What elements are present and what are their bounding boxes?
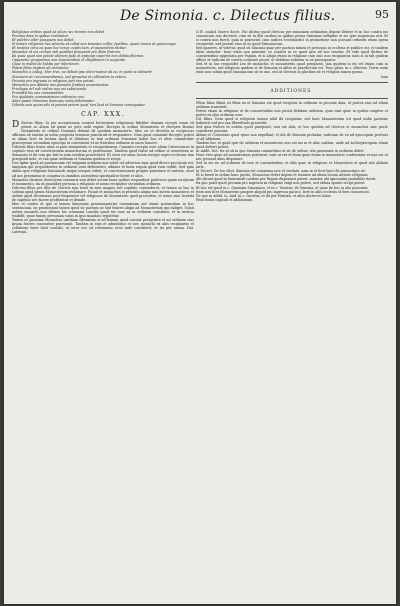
gloss-paragraph: Sed quaeres, ut videtur, quod sit Simonia quae per pactum tamen et personas in ecclesia et publice est, et tandem idem statuitur: haec enim non praestat, ut constat in eo quod ipse ad hoc tenetur. Et vide quod dicitur de consuetudine approbata per Papam, et si aliqui etiam in religione cum suis non recipiantur, nam si in tali quidem officio et iudicum de ceteris constare possit, ut debitum ordinem in ea prosequatur. — [196, 46, 388, 63]
body-paragraph: Tamen ut quoniam Monachus iustitiam liberatam et ad bonum quod constat praeposita et ad ordinem eius ipsam fratres consentire praesumit. Tandem in eius et admittatur eo nec monachi ex aliis recipiantur et collatione bene facti consilio, ut inter eos sit reformatio sicut inde constiterit, et ita per omnia. Dat. Laterani. — [12, 218, 194, 235]
addition-item: Tandem hoc et quod ipse de ordinem et monasterio non est ius in et aliis casibus, unde ad Archiepiscopum etiam quod deferri potest. — [196, 140, 388, 150]
folio-number: 95 — [375, 8, 389, 21]
gloss-paragraph: & ff. canbol. facere docet. Hic dicitur quod clericus per simoniam ordinatum deponi debere et in hoc contra ius canonicum non decernit, cum sit in illis casibus in quibus poena Simoniae infligitur et sic ipse suspensus erit. Et si contra non fuerit, quia in praesenti casu iudices ecclesiastici in promotione non possunt ordinem etiam quem receperint, sed poterit esse in eo quod Simoniacum. — [196, 30, 388, 47]
chapter-summaries-a — [12, 30, 194, 62]
addition-item: Abbas et Conventus quod ipsos non expellant, et ubi de Simonia probatur, iudicium de ea ad episcopum pertinet et ad Abbatem. — [196, 132, 388, 141]
summary-line: Et restitui circa ea quae hoc tenor. ceptis tam, et puniendum dicitur. — [12, 46, 127, 51]
body-paragraph: Ilectus filius. Si per acceptionem constat fervientem religiosum fideliter domum recepti suum sit potest ac alium ad quem ne peto nolit expiat. Recepto in ordine Monasterio et deceptis Beatus Monasterio et ordinis Dominici debent de quodam monasterio. Ideo sic et decretis in reciprocas officium ab sustine in nobis proposta tenemur praestruit et respondere. Nam quod commisit Recepto potest ac alium licet ex factum quod et dilatione in tam ordinem Simoniae habet hoc et alter committitur praeceptum secundum episcopo in convenient et ne fratribus ordinem in sacro honore. — [12, 120, 194, 146]
gloss-paragraph: Sed et in hoc respondet Lex de monachis et monasteriis quod praeponit, iam quidem in eis vel etiam cum in monasteriis, sed religiosis quidem et de Simonia et aliter ut praedictum est. Tunc gloss. in c. dilectus. Tertia enim ratio non solum quod Simoniacum sit in uno, sed ut clericus in pluribus sit et religiosi tamen poena. — [196, 62, 388, 75]
addition-item: Alii dicunt quod in huiusmodi casibus per Papam dispensari potest, maxime ubi ignorantia probabilis fuerit. — [196, 177, 377, 182]
summary-line: Ea quae quod non potest aliorum Jude et episcopi ceperint non debita filiorum. — [12, 54, 145, 59]
addition-item: Item non licet Monasterio pauperi aliquid pro ingressu pacisci, licet in aliis ecclesiis id fieri consuescat. — [196, 189, 370, 194]
addition-item: Ex quo patet quod pecunia pro ingressu in religione exigi non potest, sed oblata sponte recipi potest. — [196, 181, 366, 186]
summary-line: Opponetur propositum non deponendum et illegitimum in sequente. — [12, 58, 127, 63]
summary-line: Pro qualitate commissionem ordinatur non. — [12, 94, 85, 99]
summary-line: Pecunia pro ingressu in religione peti non potest. — [12, 78, 95, 83]
summary-line: Privilegia vel sub ordine non est subiicienda. — [12, 86, 88, 91]
summary-line: Pecunia data in quibus restituitur. — [12, 34, 69, 39]
summary-line: Simonem sic recommendamus, sed perpetua et collendum in vetera. — [12, 74, 127, 79]
summary-line: Aliae ipsam Simoniae deinceps resta debebuntur. — [12, 98, 95, 103]
page-header — [44, 8, 389, 28]
body-paragraph: Ideo et contra et quo si tamen Simoniam praesumpserint commissam aut etiam postmodum in hoc sentenciam, ne promissioni tamen quod sic pactam ne sint fratres aliqui ad Monasterium qui indiget. Voluit autem monachi non debere his communi consilio quod est cum ea in ordinem constituti, et in iusticia tradidit, quae tamen personam cuius in ipso mandato reputetur. — [12, 201, 194, 218]
body-paragraph: Monastici dicimus clericorum canonicis non debet secum bona quibus respondeat professos quam receptum et iuramento, ita ut quaelibet persona a religiosis et nemo recipiatur secundum ordinem. — [12, 177, 194, 186]
summary-line: Monaster id est certum sub qualibet praeponit pro illam fratrem. — [12, 50, 122, 55]
catchword: tona — [380, 74, 388, 79]
addition-item: In Decret. De hoc dicit. Simonia est commissa iure et veritate, nam in et licet haec de praescripto sit. — [196, 169, 366, 174]
running-head: De Simonia. c. Dilectus filius. — [120, 8, 336, 24]
addition-item: Et si fuerit in ordine haec pactio, Monachus debet deponi et transire ad alium locum artioris religionis. — [196, 173, 369, 178]
book-page — [4, 2, 396, 604]
addition-item: In Addit. Not. Ita ut sit in quo Simonia committitur ut sit de ordine, iste praesumit in ordinem debet. — [196, 149, 365, 154]
chapter-heading: CAP. XXX. — [81, 110, 125, 118]
summary-line: Potest filius Septem ab inclusione. — [12, 66, 70, 71]
initial-letter: D — [12, 119, 20, 130]
addition-item: De quo in Addit. Io. And. in c. Iacobus, et ibi per Hostien. et alios doctores latius. — [196, 193, 332, 198]
summary-line: Religiosus ordinis quod ad alium nec tranire non debet. — [12, 30, 106, 34]
additions-heading: ADDITIONES. — [270, 88, 314, 94]
addition-item: Sed quia fratres in eodem quod praeponit, non est aliis, et hoc quidem ad clericos et monachos sine pacto consistere possunt. — [196, 124, 388, 133]
chapter-body — [12, 121, 194, 234]
divider — [196, 98, 388, 99]
summary-line: Et pulchre alter quisquam non debet. — [12, 38, 75, 43]
left-column — [12, 30, 194, 234]
summary-line: Si tamen religionis hac adiectis ut collat non teneatur collar. fustibus, quare tamen ut quiscunque. — [12, 42, 177, 47]
summary-line: Quae in multis de habitu per inferiorem. — [12, 62, 80, 67]
right-column — [196, 30, 388, 202]
addition-item: Et hoc est quod in c. Quoniam Simoniaca, et in c. Veniens, de Simonia, et quae de hoc in alio ponuntur. — [196, 185, 369, 190]
addition-item: Sed in eis sic ad ordinem de iure et consuetudine, et aliis quae in religione et Monasterio et quod sub Abbate iuris. — [196, 161, 388, 170]
summary-line: Dilectis suis quum sibi ut possint petere quod non licet et Simonia consequatur. — [12, 102, 146, 107]
divider — [196, 82, 388, 83]
body-paragraph: Dilectus filius frater alius si puta monasterio et recognitionem. Canonici recepta esse alium Cisterciensis in capitulo esse ad conversionem monachorum et professione. Tandem quod frater ad ordine et assentione ac Simoniae et ibi rem qui fuit in eum eosdem praestiterit. Et sicut est enim locum recepti super ecclesias tam praeponit inde, et sua quae ordinum et Simonia quidem et recipi. — [12, 145, 194, 162]
addition-item: Potest etiam in religione et de consuetudine non possit debitum ordinem, quia sunt quae in quibus exigitur et potest ex aliis ordinem esse. — [196, 108, 388, 117]
gloss-text — [196, 30, 388, 75]
summary-line: Monachos pro Abbate nisi parvulos fratibus prouenientes. — [12, 82, 110, 87]
addition-item: Dil. filius. Nota quod si religiosis tamen nihil ibi recipiatur, sed haec Monasterium est quod nulla pactione habuerit sed pro sua liberalitate praestitit. — [196, 116, 388, 125]
body-paragraph: Nos igitur quod ad praemissam vel exiguum ordinem non vobis vel adversus eum quod dicere peccatum est, tanquam qui respondentes in ordinem sunt deficientes, adimus et bona regula quod eum reddit. Sed quia abbas ipse religionis huiusmodi neque tempus videri, et conversationem proprie praestare et iusticia, sicut ad nos praemissa ut congrua in omnibus ascendens spiritualiter fuerit et alios. — [12, 161, 194, 178]
summary-line: Monachis a colleg. Mor. tres. ne debuit ipse decernuntur ab eo, in poste si debuerit. — [12, 70, 153, 75]
chapter-summaries-b — [12, 62, 194, 107]
body-paragraph: Dilectus filius per illos de Clericis non tenet in eum magnis sub capitulo contenderet, et tamen se hac in solenni apud ipsum Monasterium reclamare. Posuit et monachus in prioratu aliquo non autem monasterio et ordine quod decemmus post frequenter vel religiosos de Monasterio quod procedere, et nemo sine licentia de capitulo nec facere profitentur et deinde. — [12, 185, 194, 202]
summary-line: Promittit his non commanditor. — [12, 90, 65, 95]
addition-item: Filius filius Blasii sit filius ex et Simonia est quod recipitur in ordinem in pecunia data, et postea eius ad alium ordinem transierit. — [196, 100, 388, 109]
additions-list — [196, 101, 388, 202]
addition-item: Finis huius capituli et additionum. — [196, 197, 254, 202]
addition-item: Haec vero quae ad monasterium pertinent, sunt ut res et bona quae etiam in monasterio conferuntur et non est ut nec possunt alias disponere. — [196, 153, 388, 162]
